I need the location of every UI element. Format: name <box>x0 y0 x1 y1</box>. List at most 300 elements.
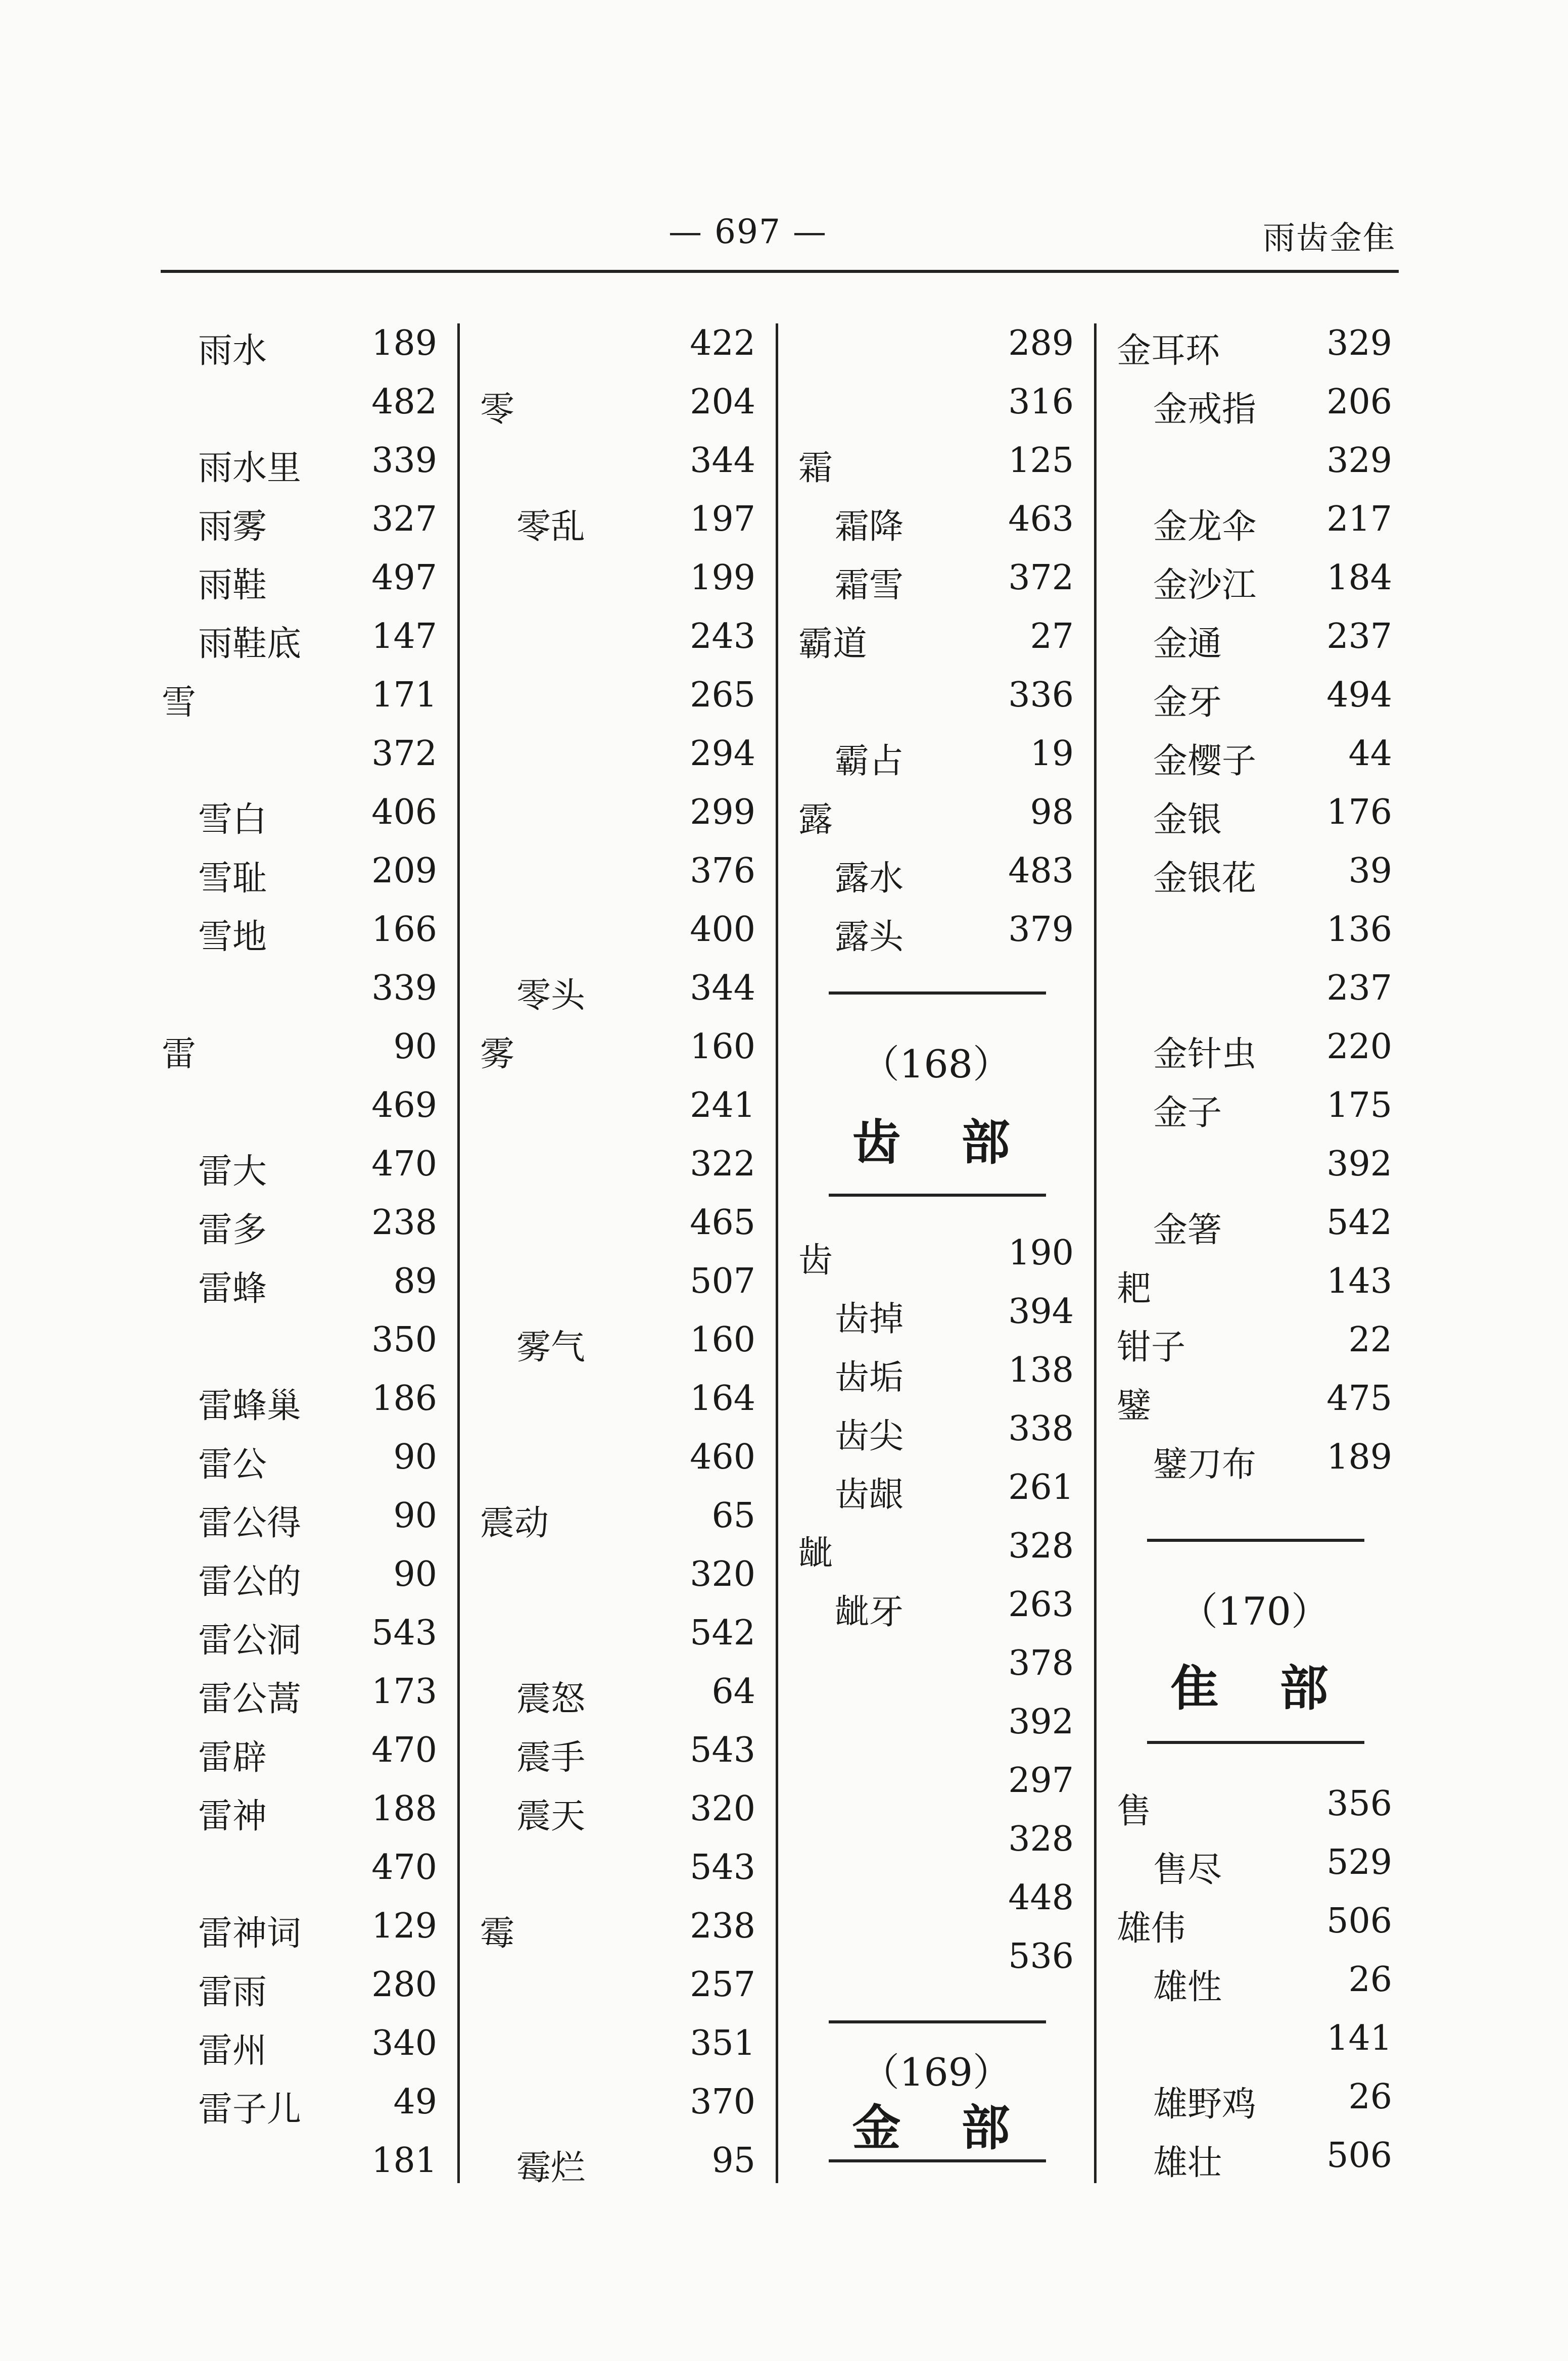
entry-term: 金银花 <box>1153 859 1257 899</box>
entry-term: 雾气 <box>516 1328 586 1367</box>
index-entry <box>480 2023 755 2082</box>
index-entry <box>480 1672 755 1730</box>
entry-page-number: 261 <box>1008 1468 1074 1507</box>
entry-term: 龇牙 <box>835 1592 904 1632</box>
entry-page-number: 469 <box>371 1085 437 1125</box>
index-entry <box>1117 499 1392 558</box>
index-entry <box>1117 1085 1392 1144</box>
entry-page-number: 328 <box>1008 1526 1074 1566</box>
index-entry <box>162 1554 437 1613</box>
entry-page-number: 370 <box>690 2082 755 2122</box>
entry-page-number: 327 <box>371 499 437 539</box>
entry-term: 雷公得 <box>198 1503 302 1543</box>
entry-term: 雄野鸡 <box>1153 2085 1257 2124</box>
index-entry <box>1117 1960 1392 2018</box>
index-entry <box>798 1643 1074 1702</box>
entry-page-number: 322 <box>690 1144 755 1184</box>
index-entry <box>798 441 1074 499</box>
index-entry <box>162 910 437 968</box>
entry-page-number: 372 <box>371 734 437 774</box>
section-169-number: （169） <box>861 2050 1012 2095</box>
index-entry <box>1117 734 1392 792</box>
index-entry <box>1117 1144 1392 1203</box>
index-entry <box>162 2023 437 2082</box>
entry-page-number: 470 <box>371 1144 437 1184</box>
index-entry <box>798 617 1074 675</box>
entry-page-number: 316 <box>1008 382 1074 422</box>
index-entry <box>798 1702 1074 1761</box>
entry-page-number: 160 <box>690 1320 755 1360</box>
index-entry <box>162 1672 437 1730</box>
index-entry <box>480 910 755 968</box>
entry-term: 齿掉 <box>835 1299 904 1339</box>
entry-term: 金通 <box>1153 624 1222 664</box>
entry-page-number: 320 <box>690 1789 755 1829</box>
entry-page-number: 238 <box>371 1203 437 1243</box>
entry-page-number: 494 <box>1326 675 1392 715</box>
entry-page-number: 19 <box>1030 734 1074 774</box>
index-entry <box>480 1320 755 1379</box>
index-column-1 <box>162 323 437 2199</box>
entry-term: 雷公蒿 <box>198 1679 302 1719</box>
entry-term: 雷神 <box>198 1797 267 1836</box>
entry-page-number: 529 <box>1326 1843 1392 1882</box>
index-entry <box>798 1761 1074 1819</box>
index-column-4-top <box>1117 323 1392 1496</box>
entry-page-number: 217 <box>1326 499 1392 539</box>
index-entry <box>162 617 437 675</box>
entry-page-number: 470 <box>371 1848 437 1887</box>
section-rule <box>829 2020 1046 2023</box>
entry-page-number: 175 <box>1326 1085 1392 1125</box>
entry-page-number: 44 <box>1348 734 1392 774</box>
entry-term: 齿 <box>798 1241 833 1281</box>
entry-page-number: 394 <box>1008 1292 1074 1332</box>
entry-page-number: 22 <box>1348 1320 1392 1360</box>
entry-term: 露 <box>798 800 833 840</box>
index-entry <box>1117 1320 1392 1379</box>
entry-page-number: 376 <box>690 851 755 891</box>
index-column-3-top <box>798 323 1074 968</box>
index-entry <box>1117 2018 1392 2077</box>
index-entry <box>480 1789 755 1848</box>
entry-page-number: 171 <box>371 675 437 715</box>
entry-term: 震动 <box>480 1503 549 1543</box>
index-entry <box>162 1496 437 1554</box>
entry-term: 售尽 <box>1153 1850 1222 1890</box>
entry-page-number: 138 <box>1008 1350 1074 1390</box>
index-entry <box>480 1261 755 1320</box>
index-entry <box>1117 1784 1392 1843</box>
entry-term: 雷神词 <box>198 1914 302 1954</box>
entry-term: 金牙 <box>1153 683 1222 723</box>
index-entry <box>162 1320 437 1379</box>
entry-page-number: 129 <box>371 1906 437 1946</box>
entry-page-number: 164 <box>690 1379 755 1419</box>
index-entry <box>480 1848 755 1906</box>
entry-page-number: 90 <box>393 1496 437 1536</box>
index-entry <box>480 734 755 792</box>
section-169-name: 金部 <box>852 2099 1071 2156</box>
index-entry <box>162 1203 437 1261</box>
entry-page-number: 181 <box>371 2141 437 2181</box>
entry-page-number: 89 <box>393 1261 437 1301</box>
entry-page-number: 329 <box>1326 323 1392 363</box>
entry-page-number: 209 <box>371 851 437 891</box>
column-divider <box>1094 323 1097 2183</box>
entry-term: 雷 <box>162 1034 197 1074</box>
entry-term: 雨鞋 <box>198 565 267 605</box>
entry-term: 金樱子 <box>1153 741 1257 781</box>
entry-term: 雪地 <box>198 917 267 957</box>
index-entry <box>162 851 437 910</box>
entry-page-number: 392 <box>1326 1144 1392 1184</box>
entry-term: 雨水里 <box>198 448 302 488</box>
section-170-name: 隹部 <box>1170 1660 1389 1717</box>
entry-term: 齿尖 <box>835 1416 904 1456</box>
index-entry <box>798 1819 1074 1878</box>
entry-term: 雨雾 <box>198 507 267 547</box>
index-entry <box>798 675 1074 734</box>
entry-term: 雪耻 <box>198 859 267 899</box>
index-entry <box>480 1085 755 1144</box>
entry-term: 霸道 <box>798 624 868 664</box>
index-entry <box>798 323 1074 382</box>
index-entry <box>798 558 1074 617</box>
entry-term: 雷州 <box>198 2031 267 2071</box>
entry-page-number: 49 <box>393 2082 437 2122</box>
entry-page-number: 27 <box>1030 617 1074 656</box>
entry-page-number: 238 <box>690 1906 755 1946</box>
index-entry <box>798 910 1074 968</box>
index-entry <box>480 1906 755 1965</box>
index-entry <box>480 1203 755 1261</box>
entry-page-number: 263 <box>1008 1585 1074 1625</box>
entry-page-number: 189 <box>1326 1437 1392 1477</box>
index-entry <box>798 1585 1074 1643</box>
index-entry <box>480 675 755 734</box>
entry-page-number: 26 <box>1348 2077 1392 2117</box>
index-entry <box>162 558 437 617</box>
index-entry <box>798 1409 1074 1468</box>
entry-term: 钳子 <box>1117 1328 1186 1367</box>
entry-term: 金沙江 <box>1153 565 1257 605</box>
entry-term: 震手 <box>516 1738 586 1778</box>
entry-page-number: 497 <box>371 558 437 598</box>
index-entry <box>480 1554 755 1613</box>
entry-page-number: 199 <box>690 558 755 598</box>
entry-page-number: 190 <box>1008 1233 1074 1273</box>
entry-page-number: 406 <box>371 792 437 832</box>
entry-page-number: 95 <box>711 2141 755 2181</box>
index-entry <box>798 499 1074 558</box>
entry-page-number: 294 <box>690 734 755 774</box>
index-entry <box>162 1965 437 2023</box>
entry-term: 鐾 <box>1117 1386 1152 1426</box>
entry-page-number: 243 <box>690 617 755 656</box>
index-entry <box>480 2082 755 2141</box>
index-entry <box>798 1468 1074 1526</box>
index-entry <box>1117 1843 1392 1901</box>
section-170-number: （170） <box>1179 1589 1330 1634</box>
entry-page-number: 320 <box>690 1554 755 1594</box>
entry-page-number: 188 <box>371 1789 437 1829</box>
entry-page-number: 184 <box>1326 558 1392 598</box>
header-rule <box>161 270 1399 273</box>
index-entry <box>480 441 755 499</box>
entry-term: 雨鞋底 <box>198 624 302 664</box>
entry-page-number: 507 <box>690 1261 755 1301</box>
index-entry <box>162 382 437 441</box>
entry-term: 雷公洞 <box>198 1621 302 1661</box>
index-entry <box>162 499 437 558</box>
index-entry <box>480 1437 755 1496</box>
entry-term: 震怒 <box>516 1679 586 1719</box>
column-divider <box>457 323 460 2183</box>
entry-term: 露水 <box>835 859 904 899</box>
index-entry <box>480 323 755 382</box>
entry-term: 雷公 <box>198 1445 267 1485</box>
index-entry <box>162 1144 437 1203</box>
entry-term: 雷辟 <box>198 1738 267 1778</box>
entry-page-number: 463 <box>1008 499 1074 539</box>
entry-term: 金龙伞 <box>1153 507 1257 547</box>
entry-page-number: 280 <box>371 1965 437 2005</box>
index-entry <box>1117 1901 1392 1960</box>
entry-page-number: 350 <box>371 1320 437 1360</box>
index-entry <box>480 1965 755 2023</box>
entry-page-number: 206 <box>1326 382 1392 422</box>
index-entry <box>1117 1203 1392 1261</box>
index-entry <box>162 734 437 792</box>
entry-term: 雷子儿 <box>198 2090 302 2130</box>
index-entry <box>162 1730 437 1789</box>
entry-page-number: 98 <box>1030 792 1074 832</box>
entry-page-number: 299 <box>690 792 755 832</box>
entry-page-number: 465 <box>690 1203 755 1243</box>
entry-term: 雾 <box>480 1034 515 1074</box>
entry-term: 售 <box>1117 1791 1152 1831</box>
entry-page-number: 448 <box>1008 1878 1074 1918</box>
entry-page-number: 379 <box>1008 910 1074 950</box>
entry-term: 龇 <box>798 1534 833 1574</box>
index-entry <box>162 1906 437 1965</box>
entry-page-number: 339 <box>371 968 437 1008</box>
index-entry <box>480 2141 755 2199</box>
entry-page-number: 460 <box>690 1437 755 1477</box>
index-entry <box>1117 1027 1392 1085</box>
index-column-2 <box>480 323 755 2199</box>
entry-term: 雷多 <box>198 1210 267 1250</box>
index-entry <box>162 1379 437 1437</box>
entry-page-number: 265 <box>690 675 755 715</box>
section-168-number: （168） <box>861 1042 1012 1087</box>
entry-term: 零 <box>480 390 515 430</box>
index-entry <box>162 2141 437 2199</box>
index-entry <box>1117 851 1392 910</box>
entry-page-number: 204 <box>690 382 755 422</box>
entry-term: 雷蜂巢 <box>198 1386 302 1426</box>
index-entry <box>798 734 1074 792</box>
entry-term: 金针虫 <box>1153 1034 1257 1074</box>
index-entry <box>480 1144 755 1203</box>
section-168-name: 齿部 <box>852 1114 1071 1171</box>
entry-term: 齿龈 <box>835 1475 904 1515</box>
entry-term: 鐾刀布 <box>1153 1445 1257 1485</box>
entry-page-number: 482 <box>371 382 437 422</box>
index-entry <box>480 617 755 675</box>
index-entry <box>162 1437 437 1496</box>
index-entry <box>798 792 1074 851</box>
entry-page-number: 542 <box>690 1613 755 1653</box>
entry-term: 金银 <box>1153 800 1222 840</box>
entry-term: 震天 <box>516 1797 586 1836</box>
index-entry <box>480 968 755 1027</box>
index-entry <box>1117 617 1392 675</box>
entry-term: 零乱 <box>516 507 586 547</box>
entry-term: 霉 <box>480 1914 515 1954</box>
index-entry <box>480 499 755 558</box>
index-entry <box>162 441 437 499</box>
entry-page-number: 339 <box>371 441 437 481</box>
entry-page-number: 147 <box>371 617 437 656</box>
entry-term: 雷大 <box>198 1152 267 1192</box>
entry-page-number: 39 <box>1348 851 1392 891</box>
index-entry <box>480 558 755 617</box>
entry-page-number: 400 <box>690 910 755 950</box>
entry-page-number: 65 <box>711 1496 755 1536</box>
index-entry <box>162 1261 437 1320</box>
index-column-3-middle <box>798 1233 1074 1995</box>
entry-page-number: 372 <box>1008 558 1074 598</box>
index-entry <box>480 1496 755 1554</box>
entry-page-number: 392 <box>1008 1702 1074 1742</box>
entry-term: 霜降 <box>835 507 904 547</box>
entry-page-number: 26 <box>1348 1960 1392 2000</box>
entry-page-number: 90 <box>393 1027 437 1067</box>
entry-term: 雪 <box>162 683 197 723</box>
entry-page-number: 344 <box>690 441 755 481</box>
index-entry <box>162 675 437 734</box>
entry-term: 金戒指 <box>1153 390 1257 430</box>
entry-term: 雷雨 <box>198 1972 267 2012</box>
index-entry <box>480 1613 755 1672</box>
index-entry <box>798 1937 1074 1995</box>
index-entry <box>480 1730 755 1789</box>
entry-term: 雄伟 <box>1117 1909 1186 1949</box>
entry-term: 雄性 <box>1153 1967 1222 2007</box>
entry-page-number: 338 <box>1008 1409 1074 1449</box>
entry-term: 雷公的 <box>198 1562 302 1602</box>
index-entry <box>1117 792 1392 851</box>
index-entry <box>480 851 755 910</box>
entry-page-number: 237 <box>1326 968 1392 1008</box>
entry-term: 金子 <box>1153 1093 1222 1133</box>
index-entry <box>1117 2077 1392 2136</box>
entry-page-number: 189 <box>371 323 437 363</box>
index-entry <box>1117 675 1392 734</box>
entry-page-number: 64 <box>711 1672 755 1712</box>
entry-term: 霸占 <box>835 741 904 781</box>
entry-term: 霜雪 <box>835 565 904 605</box>
index-entry <box>1117 323 1392 382</box>
entry-page-number: 141 <box>1326 2018 1392 2058</box>
entry-page-number: 340 <box>371 2023 437 2063</box>
entry-page-number: 506 <box>1326 2136 1392 2176</box>
entry-term: 雷蜂 <box>198 1269 267 1309</box>
entry-term: 雨水 <box>198 331 267 371</box>
index-entry <box>1117 968 1392 1027</box>
index-entry <box>480 792 755 851</box>
entry-term: 露头 <box>835 917 904 957</box>
section-rule <box>1147 1539 1364 1542</box>
column-divider <box>776 323 778 2183</box>
index-entry <box>798 1233 1074 1292</box>
entry-page-number: 136 <box>1326 910 1392 950</box>
index-entry <box>1117 441 1392 499</box>
index-entry <box>1117 382 1392 441</box>
entry-term: 零头 <box>516 976 586 1016</box>
index-entry <box>798 1878 1074 1937</box>
entry-page-number: 378 <box>1008 1643 1074 1683</box>
index-entry <box>1117 2136 1392 2194</box>
entry-page-number: 344 <box>690 968 755 1008</box>
index-entry <box>162 792 437 851</box>
index-entry <box>162 323 437 382</box>
entry-page-number: 173 <box>371 1672 437 1712</box>
entry-page-number: 297 <box>1008 1761 1074 1801</box>
entry-page-number: 542 <box>1326 1203 1392 1243</box>
index-entry <box>798 851 1074 910</box>
entry-page-number: 422 <box>690 323 755 363</box>
index-entry <box>798 1350 1074 1409</box>
index-entry <box>798 1292 1074 1350</box>
entry-page-number: 543 <box>690 1848 755 1887</box>
section-rule <box>829 991 1046 995</box>
entry-page-number: 536 <box>1008 1937 1074 1976</box>
page-number: — 697 — <box>669 212 827 251</box>
entry-page-number: 483 <box>1008 851 1074 891</box>
index-entry <box>1117 1261 1392 1320</box>
index-entry <box>162 1789 437 1848</box>
entry-page-number: 166 <box>371 910 437 950</box>
entry-term: 齿垢 <box>835 1358 904 1398</box>
entry-page-number: 143 <box>1326 1261 1392 1301</box>
index-entry <box>1117 910 1392 968</box>
index-entry <box>162 1848 437 1906</box>
index-entry <box>1117 1379 1392 1437</box>
entry-term: 耙 <box>1117 1269 1152 1309</box>
entry-page-number: 90 <box>393 1554 437 1594</box>
entry-page-number: 90 <box>393 1437 437 1477</box>
section-rule <box>829 2159 1046 2162</box>
section-rule <box>1147 1741 1364 1744</box>
index-entry <box>480 1027 755 1085</box>
index-entry <box>480 1379 755 1437</box>
index-entry <box>798 1526 1074 1585</box>
index-entry <box>1117 558 1392 617</box>
index-entry <box>162 968 437 1027</box>
entry-page-number: 220 <box>1326 1027 1392 1067</box>
entry-page-number: 336 <box>1008 675 1074 715</box>
entry-page-number: 356 <box>1326 1784 1392 1824</box>
entry-page-number: 257 <box>690 1965 755 2005</box>
index-entry <box>162 1085 437 1144</box>
entry-page-number: 289 <box>1008 323 1074 363</box>
entry-page-number: 329 <box>1326 441 1392 481</box>
entry-page-number: 197 <box>690 499 755 539</box>
index-entry <box>162 2082 437 2141</box>
